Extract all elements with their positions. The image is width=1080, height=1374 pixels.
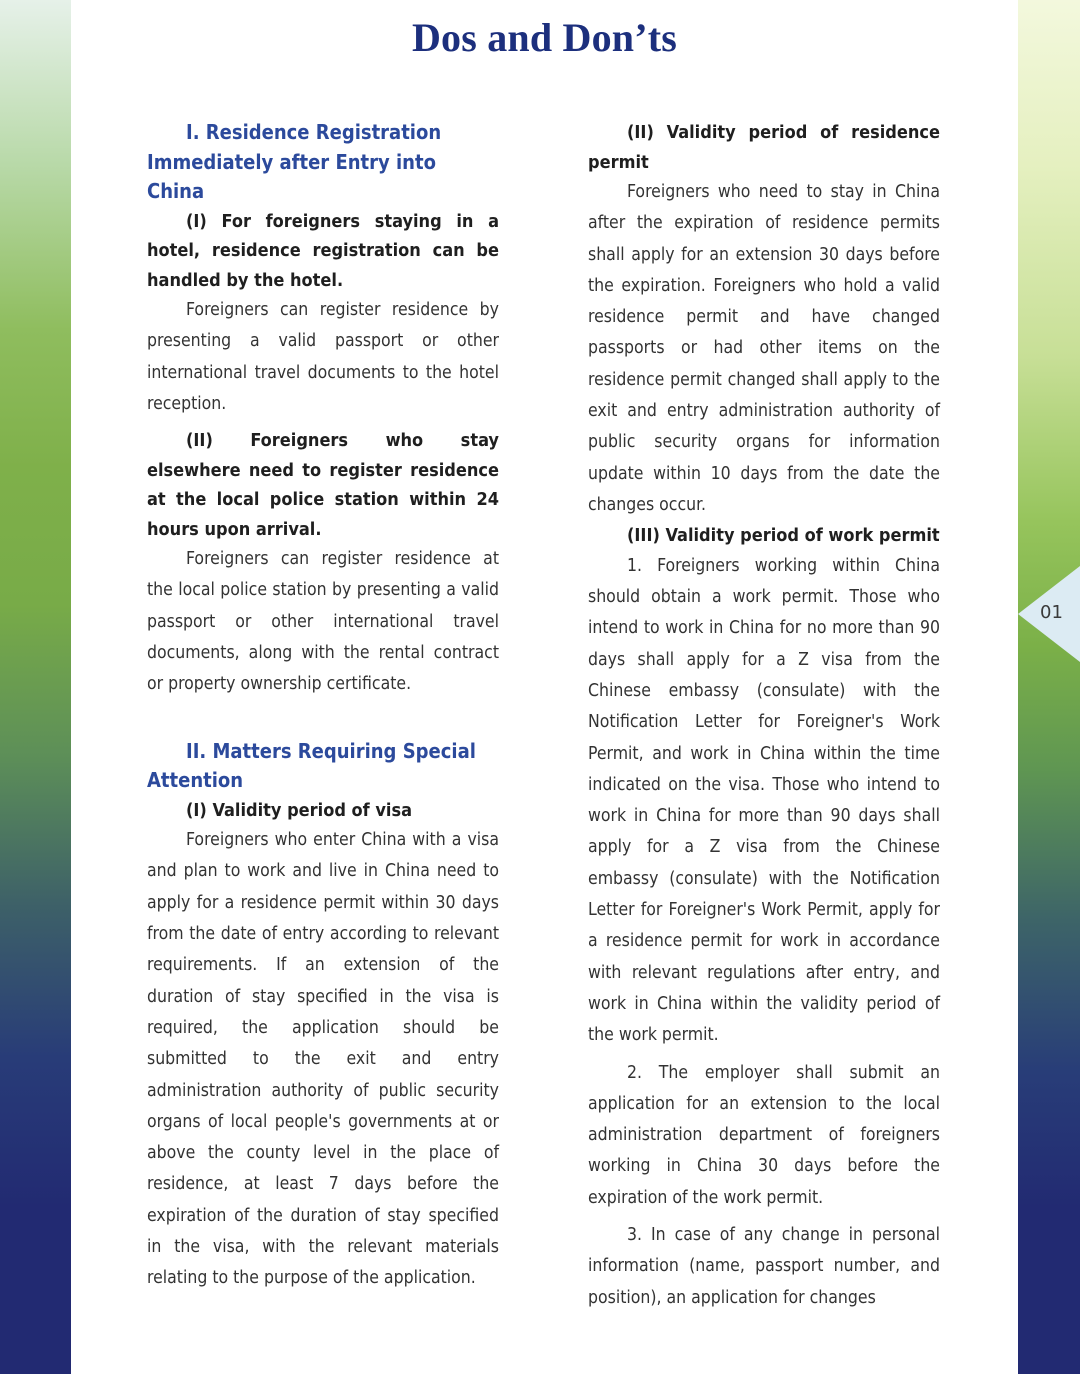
page-number: 01 xyxy=(1040,602,1063,623)
page-title: Dos and Don’ts xyxy=(411,15,678,60)
left-column xyxy=(147,118,499,1295)
section-heading-special-attention: II. Matters Requiring Special Attention xyxy=(147,738,476,793)
subheading-residence-permit-validity: (II) Validity period of residence permit xyxy=(588,122,940,173)
document-page xyxy=(71,0,1018,1374)
paragraph-hotel-registration: Foreigners can register residence by presenting a valid passport or other international travel documents to the hotel reception. xyxy=(147,300,499,414)
left-gradient-border xyxy=(0,0,71,1374)
right-column xyxy=(588,118,940,1314)
paragraph-work-permit-item-3: 3. In case of any change in personal information (name, passport number, and position), an application for changes xyxy=(588,1225,940,1308)
paragraph-residence-permit-validity: Foreigners who need to stay in China after the expiration of residence permits shall apply for an extension 30 days before the expiration. Foreigners who hold a valid residence permit and have changed passports or had other items on the residence permit changed shall apply to the exit and entry administration authority of public security organs for information update within 10 days from the date the changes occur. xyxy=(588,182,940,515)
paragraph-visa-validity: Foreigners who enter China with a visa and plan to work and live in China need to apply for a residence permit within 30 days from the date of entry according to relevant requirements. If an extension of the duration of stay specified in the visa is required, the application should be submitted to the exit and entry administration authority of public security organs of local people's governments at or above the county level in the place of residence, at least 7 days before the expiration of the duration of stay specified in the visa, with the relevant materials relating to the purpose of the application. xyxy=(147,830,499,1289)
subheading-hotel-registration: (I) For foreigners staying in a hotel, residence registration can be handled by the hotel. xyxy=(147,210,499,291)
page-number-tab xyxy=(1018,566,1080,662)
paragraph-work-permit-item-2: 2. The employer shall submit an application for an extension to the local administration department of foreigners working in China 30 days before the expiration of the work permit. xyxy=(588,1062,940,1208)
section-heading-residence-registration: I. Residence Registration Immediately after Entry into China xyxy=(147,120,442,203)
paragraph-police-registration: Foreigners can register residence at the local police station by presenting a valid passport or other international travel documents, along with the rental contract or property ownership certificate. xyxy=(147,549,499,695)
subheading-work-permit-validity: (III) Validity period of work permit xyxy=(627,525,940,547)
subheading-visa-validity: (I) Validity period of visa xyxy=(186,799,413,821)
subheading-police-registration: (II) Foreigners who stay elsewhere need to register residence at the local police station within 24 hours upon arrival. xyxy=(147,430,499,540)
paragraph-work-permit-item-1: 1. Foreigners working within China should obtain a work permit. Those who intend to work in China for no more than 90 days shall apply for a Z visa from the Chinese embassy (consulate) with the Notification Letter for Foreigner's Work Permit, and work in China within the time indicated on the visa. Those who intend to work in China for more than 90 days shall apply for a Z visa from the Chinese embassy (consulate) with the Notification Letter for Foreigner's Work Permit, apply for a residence permit for work in accordance with relevant regulations after entry, and work in China within the validity period of the work permit. xyxy=(588,555,940,1046)
right-gradient-border xyxy=(1018,0,1080,1374)
